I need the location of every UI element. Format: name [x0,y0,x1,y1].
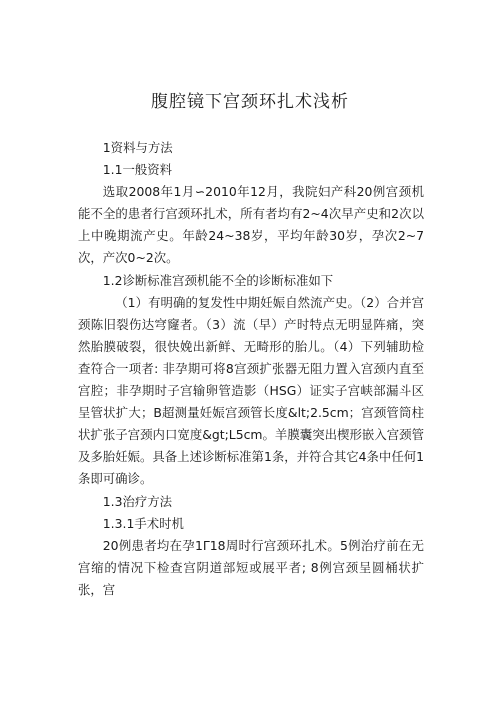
subsection-heading: 1.2诊断标准宫颈机能不全的诊断标准如下 [102,272,334,288]
subsection-heading: 1.3治疗方法 [102,493,173,509]
document-title: 腹腔镜下宫颈环扎术浅析 [151,92,349,112]
subsection-heading: 1.1一般资料 [102,162,173,178]
subsection-heading: 1.3.1手术时机 [102,515,184,531]
body-paragraph: 选取2008年1月∽2010年12月，我院妇产科20例宫颈机能不全的患者行宫颈环扎术，所有者均有2~4次早产史和2次以上中晚期流产史。年龄24~38岁，平均年龄30岁，孕次2~7次，产次0~2次。 [78,184,424,266]
section-heading: 1资料与方法 [102,140,173,155]
body-paragraph: 20例患者均在孕1Γ18周时行宫颈环扎术。5例治疗前在无宫缩的情况下检查宫阴道部短或展平者; 8例宫颈呈圆桶状扩张，宫 [78,537,424,597]
document-body [78,137,424,601]
body-paragraph: （1）有明确的复发性中期妊娠自然流产史。（2）合并宫颈陈旧裂伤达穹窿者。（3）流（早）产时特点无明显阵痛，突然胎膜破裂，很快娩出新鲜、无畸形的胎儿。（4）下列辅助检查符合一项者: 非孕期可将8宫颈扩张器无阻力置入宫颈内直至宫腔；非孕期时子宫输卵管造影（HSG）证实子宫峡部漏斗区呈管状扩大；B超测量妊娠宫颈管长度&lt;2.5cm；宫颈管筒柱状扩张子宫颈内口宽度&gt;L5cm。羊膜囊突出楔形嵌入宫颈管及多胎妊娠。具备上述诊断标准第1条，并符合其它4条中任何1条即可确诊。 [78,294,424,487]
